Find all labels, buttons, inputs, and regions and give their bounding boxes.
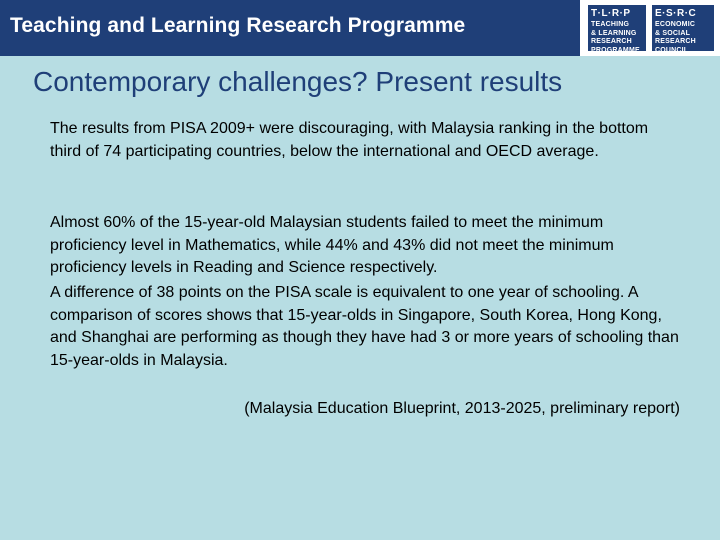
- tlrp-logo-line: TEACHING: [591, 21, 630, 28]
- paragraph-schooling-gap: A difference of 38 points on the PISA scale is equivalent to one year of schooling. A comparison of scores shows that 15-year-olds in Singapore, South Korea, Hong Kong, and Shanghai are performing as though they have had 3 or more years of schooling than 15-year-olds in Malaysia.: [50, 284, 679, 369]
- esrc-logo-head: E·S·R·C: [655, 8, 697, 19]
- esrc-logo-line: COUNCIL: [655, 46, 689, 54]
- paragraph-proficiency: Almost 60% of the 15-year-old Malaysian students failed to meet the minimum proficiency level in Mathematics, while 44% and 43% did not meet the minimum proficiency levels in Reading and Science respectively.: [50, 214, 614, 276]
- citation: (Malaysia Education Blueprint, 2013-2025, preliminary report): [244, 400, 680, 417]
- tlrp-logo-line: PROGRAMME: [591, 46, 640, 54]
- esrc-logo-line: ECONOMIC: [655, 21, 696, 28]
- header-banner: [0, 0, 720, 56]
- tlrp-logo-head: T·L·R·P: [591, 8, 631, 19]
- slide-title: Contemporary challenges? Present results: [33, 66, 563, 97]
- esrc-logo-line: RESEARCH: [655, 38, 696, 45]
- tlrp-logo: [588, 5, 646, 54]
- tlrp-logo-line: & LEARNING: [591, 29, 637, 37]
- paragraph-pisa-ranking: The results from PISA 2009+ were discouraging, with Malaysia ranking in the bottom third of 74 participating countries, below the international and OECD average.: [50, 120, 649, 160]
- esrc-logo: [652, 5, 714, 54]
- esrc-logo-line: & SOCIAL: [655, 29, 691, 37]
- tlrp-logo-line: RESEARCH: [591, 38, 632, 45]
- programme-title: Teaching and Learning Research Programme: [10, 14, 466, 37]
- logo-strip: [580, 0, 720, 56]
